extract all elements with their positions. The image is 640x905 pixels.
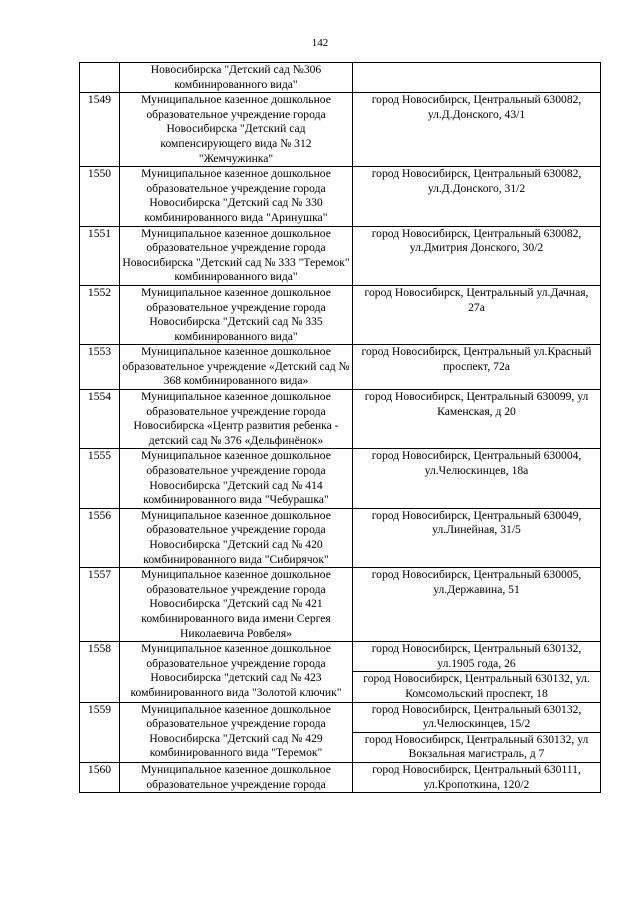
institution-name: Муниципальное казенное дошкольное образовательное учреждение города Новосибирска "Детский сад № 420 комбинированного вида "Сибирячок" — [120, 508, 353, 567]
row-number: 1549 — [80, 93, 120, 167]
table-row — [80, 762, 601, 792]
row-number: 1557 — [80, 568, 120, 642]
row-number: 1553 — [80, 345, 120, 390]
institution-name: Муниципальное казенное дошкольное образовательное учреждение «Детский сад № 368 комбинированного вида» — [120, 345, 353, 390]
table-row — [80, 285, 601, 344]
table-row — [80, 93, 601, 167]
institution-name: Муниципальное казенное дошкольное образовательное учреждение города Новосибирска "Детский сад № 414 комбинированного вида "Чебурашка" — [120, 449, 353, 508]
institution-address: город Новосибирск, Центральный ул.Красный проспект, 72а — [353, 345, 601, 390]
table-row — [80, 642, 601, 672]
institution-address: город Новосибирск, Центральный 630132, ул Вокзальная магистраль, д 7 — [353, 732, 601, 762]
institution-address — [353, 63, 601, 93]
institution-name: Муниципальное казенное дошкольное образовательное учреждение города Новосибирска "детский сад № 423 комбинированного вида "Золотой ключик" — [120, 642, 353, 702]
table-row — [80, 508, 601, 567]
institution-name: Муниципальное казенное дошкольное образовательное учреждение города Новосибирска "Детский сад № 335 комбинированного вида" — [120, 285, 353, 344]
row-number: 1559 — [80, 702, 120, 762]
institution-address: город Новосибирск, Центральный 630099, ул Каменская, д 20 — [353, 390, 601, 449]
institution-address: город Новосибирск, Центральный ул.Дачная, 27а — [353, 285, 601, 344]
institution-address: город Новосибирск, Центральный 630111, ул.Кропоткина, 120/2 — [353, 762, 601, 792]
row-number: 1560 — [80, 762, 120, 792]
row-number: 1551 — [80, 226, 120, 285]
table-row — [80, 345, 601, 390]
institution-name: Муниципальное казенное дошкольное образовательное учреждение города Новосибирска "Детский сад № 421 комбинированного вида имени Сергея Николаевича Ровбеля» — [120, 568, 353, 642]
table-row — [80, 226, 601, 285]
institution-address: город Новосибирск, Центральный 630082, ул.Д.Донского, 43/1 — [353, 93, 601, 167]
institution-address: город Новосибирск, Центральный 630132, ул.Челюскинцев, 15/2 — [353, 702, 601, 732]
table-row — [80, 167, 601, 226]
row-number — [80, 63, 120, 93]
table-row — [80, 568, 601, 642]
page-number: 142 — [311, 37, 329, 49]
institution-address: город Новосибирск, Центральный 630132, ул. Комсомольский проспект, 18 — [353, 672, 601, 702]
institution-address: город Новосибирск, Центральный 630005, ул.Державина, 51 — [353, 568, 601, 642]
institution-address: город Новосибирск, Центральный 630049, ул.Линейная, 31/5 — [353, 508, 601, 567]
row-number: 1550 — [80, 167, 120, 226]
institution-address: город Новосибирск, Центральный 630004, ул.Челюскинцев, 18а — [353, 449, 601, 508]
institution-name: Новосибирска "Детский сад №306 комбинированного вида" — [120, 63, 353, 93]
institution-name: Муниципальное казенное дошкольное образовательное учреждение города Новосибирска "Детский сад № 330 комбинированного вида "Аринушка" — [120, 167, 353, 226]
table-row — [80, 702, 601, 732]
institution-address: город Новосибирск, Центральный 630082, ул.Д.Донского, 31/2 — [353, 167, 601, 226]
institution-name: Муниципальное казенное дошкольное образовательное учреждение города Новосибирска "Детский сад № 333 "Теремок" комбинированного вида" — [120, 226, 353, 285]
row-number: 1556 — [80, 508, 120, 567]
table-row — [80, 449, 601, 508]
row-number: 1555 — [80, 449, 120, 508]
table-row — [80, 63, 601, 93]
institution-address: город Новосибирск, Центральный 630082, ул.Дмитрия Донского, 30/2 — [353, 226, 601, 285]
institution-name: Муниципальное казенное дошкольное образовательное учреждение города Новосибирска «Центр развития ребенка - детский сад № 376 «Дельфинёнок» — [120, 390, 353, 449]
registry-table — [79, 62, 601, 793]
institution-address: город Новосибирск, Центральный 630132, ул.1905 года, 26 — [353, 642, 601, 672]
row-number: 1558 — [80, 642, 120, 702]
row-number: 1552 — [80, 285, 120, 344]
row-number: 1554 — [80, 390, 120, 449]
institution-name: Муниципальное казенное дошкольное образовательное учреждение города — [120, 762, 353, 792]
institution-name: Муниципальное казенное дошкольное образовательное учреждение города Новосибирска "Детский сад № 429 комбинированного вида "Теремок" — [120, 702, 353, 762]
table-row — [80, 390, 601, 449]
institution-name: Муниципальное казенное дошкольное образовательное учреждение города Новосибирска "Детский сад компенсирующего вида № 312 "Жемчужинка" — [120, 93, 353, 167]
